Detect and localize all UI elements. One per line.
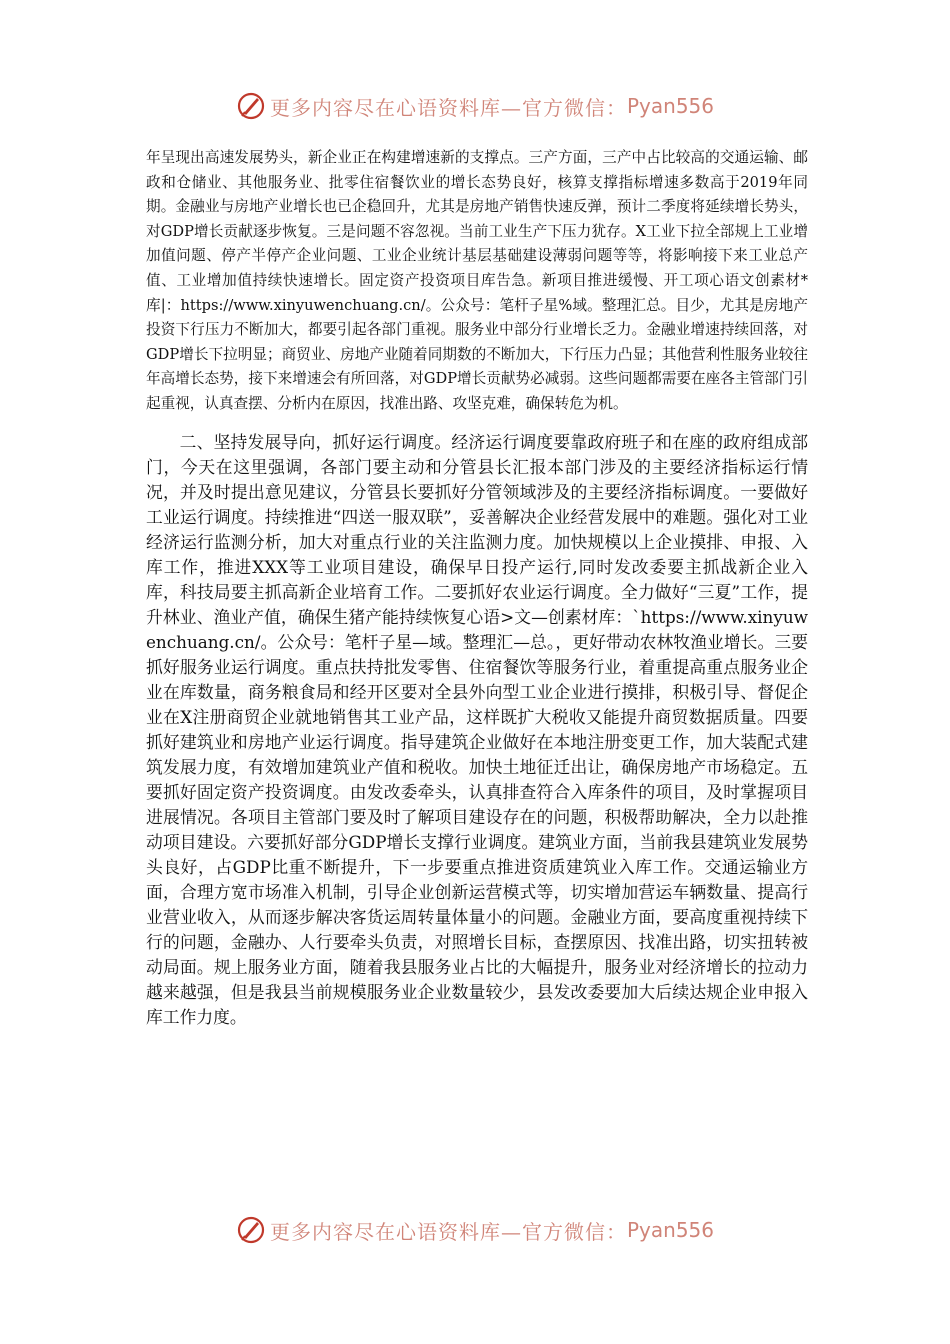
header-banner (0, 86, 950, 126)
banner-wechat-id: Pyan556 (626, 94, 714, 118)
document-body (146, 146, 808, 1030)
paragraph-2: 二、坚持发展导向，抓好运行调度。经济运行调度要靠政府班子和在座的政府组成部门，今天在这里强调，各部门要主动和分管县长汇报本部门涉及的主要经济指标运行情况，并及时提出意见建议，分管县长要抓好分管领域涉及的主要经济指标调度。一要做好工业运行调度。持续推进“四送一服双联”，妥善解决企业经营发展中的难题。强化对工业经济运行监测分析，加大对重点行业的关注监测力度。加快规模以上企业摸排、申报、入库工作，推进XXX等工业项目建设，确保早日投产运行,同时发改委要主抓战新企业入库，科技局要主抓高新企业培育工作。二要抓好农业运行调度。全力做好“三夏”工作，提升林业、渔业产值，确保生猪产能持续恢复心语>文—创素材库：`https://www.xinyuwenchuang.cn/。公众号：笔杆子星—域。整理汇—总。，更好带动农林牧渔业增长。三要抓好服务业运行调度。重点扶持批发零售、住宿餐饮等服务行业，着重提高重点服务业企业在库数量，商务粮食局和经开区要对全县外向型工业企业进行摸排，积极引导、督促企业在X注册商贸企业就地销售其工业产品，这样既扩大税收又能提升商贸数据质量。四要抓好建筑业和房地产业运行调度。指导建筑企业做好在本地注册变更工作，加大装配式建筑发展力度，有效增加建筑业产值和税收。加快土地征迁出让，确保房地产市场稳定。五要抓好固定资产投资调度。由发改委牵头，认真排查符合入库条件的项目，及时掌握项目进展情况。各项目主管部门要及时了解项目建设存在的问题，积极帮助解决，全力以赴推动项目建设。六要抓好部分GDP增长支撑行业调度。建筑业方面，当前我县建筑业发展势头良好，占GDP比重不断提升，下一步要重点推进资质建筑业入库工作。交通运输业方面，合理方宽市场准入机制，引导企业创新运营模式等，切实增加营运车辆数量、提高行业营业收入，从而逐步解决客货运周转量体量小的问题。金融业方面，要高度重视持续下行的问题，金融办、人行要牵头负责，对照增长目标，查摆原因、找准出路，切实扭转被动局面。规上服务业方面，随着我县服务业占比的大幅提升，服务业对经济增长的拉动力越来越强，但是我县当前规模服务业企业数量较少，县发改委要加大后续达规企业申报入库工作力度。 (146, 431, 808, 1027)
quill-pen-logo-icon (236, 91, 266, 121)
paragraph-1: 年呈现出高速发展势头，新企业正在构建增速新的支撑点。三产方面，三产中占比较高的交通运输、邮政和仓储业、其他服务业、批零住宿餐饮业的增长态势良好，核算支撑指标增速多数高于2019年同期。金融业与房地产业增长也已企稳回升，尤其是房地产销售快速反弹，预计二季度将延续增长势头，对GDP增长贡献逐步恢复。三是问题不容忽视。当前工业生产下压力犹存。X工业下拉全部规上工业增加值问题、停产半停产企业问题、工业企业统计基层基础建设薄弱问题等等，将影响接下来工业总产值、工业增加值持续快速增长。固定资产投资项目库告急。新项目推进缓慢、开工项心语文创素材*库|：https://www.xinyuwenchuang.cn/。公众号：笔杆子星%域。整理汇总。目少，尤其是房地产投资下行压力不断加大，都要引起各部门重视。服务业中部分行业增长乏力。金融业增速持续回落，对GDP增长下拉明显；商贸业、房地产业随着同期数的不断加大，下行压力凸显；其他营利性服务业较往年高增长态势，接下来增速会有所回落，对GDP增长贡献势必减弱。这些问题都需要在座各主管部门引起重视，认真查摆、分析内在原因，找准出路、攻坚克难，确保转危为机。 (146, 149, 808, 412)
footer-banner (0, 1210, 950, 1250)
banner-text: 更多内容尽在心语资料库—官方微信： (269, 1219, 627, 1244)
quill-pen-logo-icon (236, 1215, 266, 1245)
banner-wechat-id: Pyan556 (626, 1218, 714, 1242)
banner-text: 更多内容尽在心语资料库—官方微信： (269, 95, 627, 120)
